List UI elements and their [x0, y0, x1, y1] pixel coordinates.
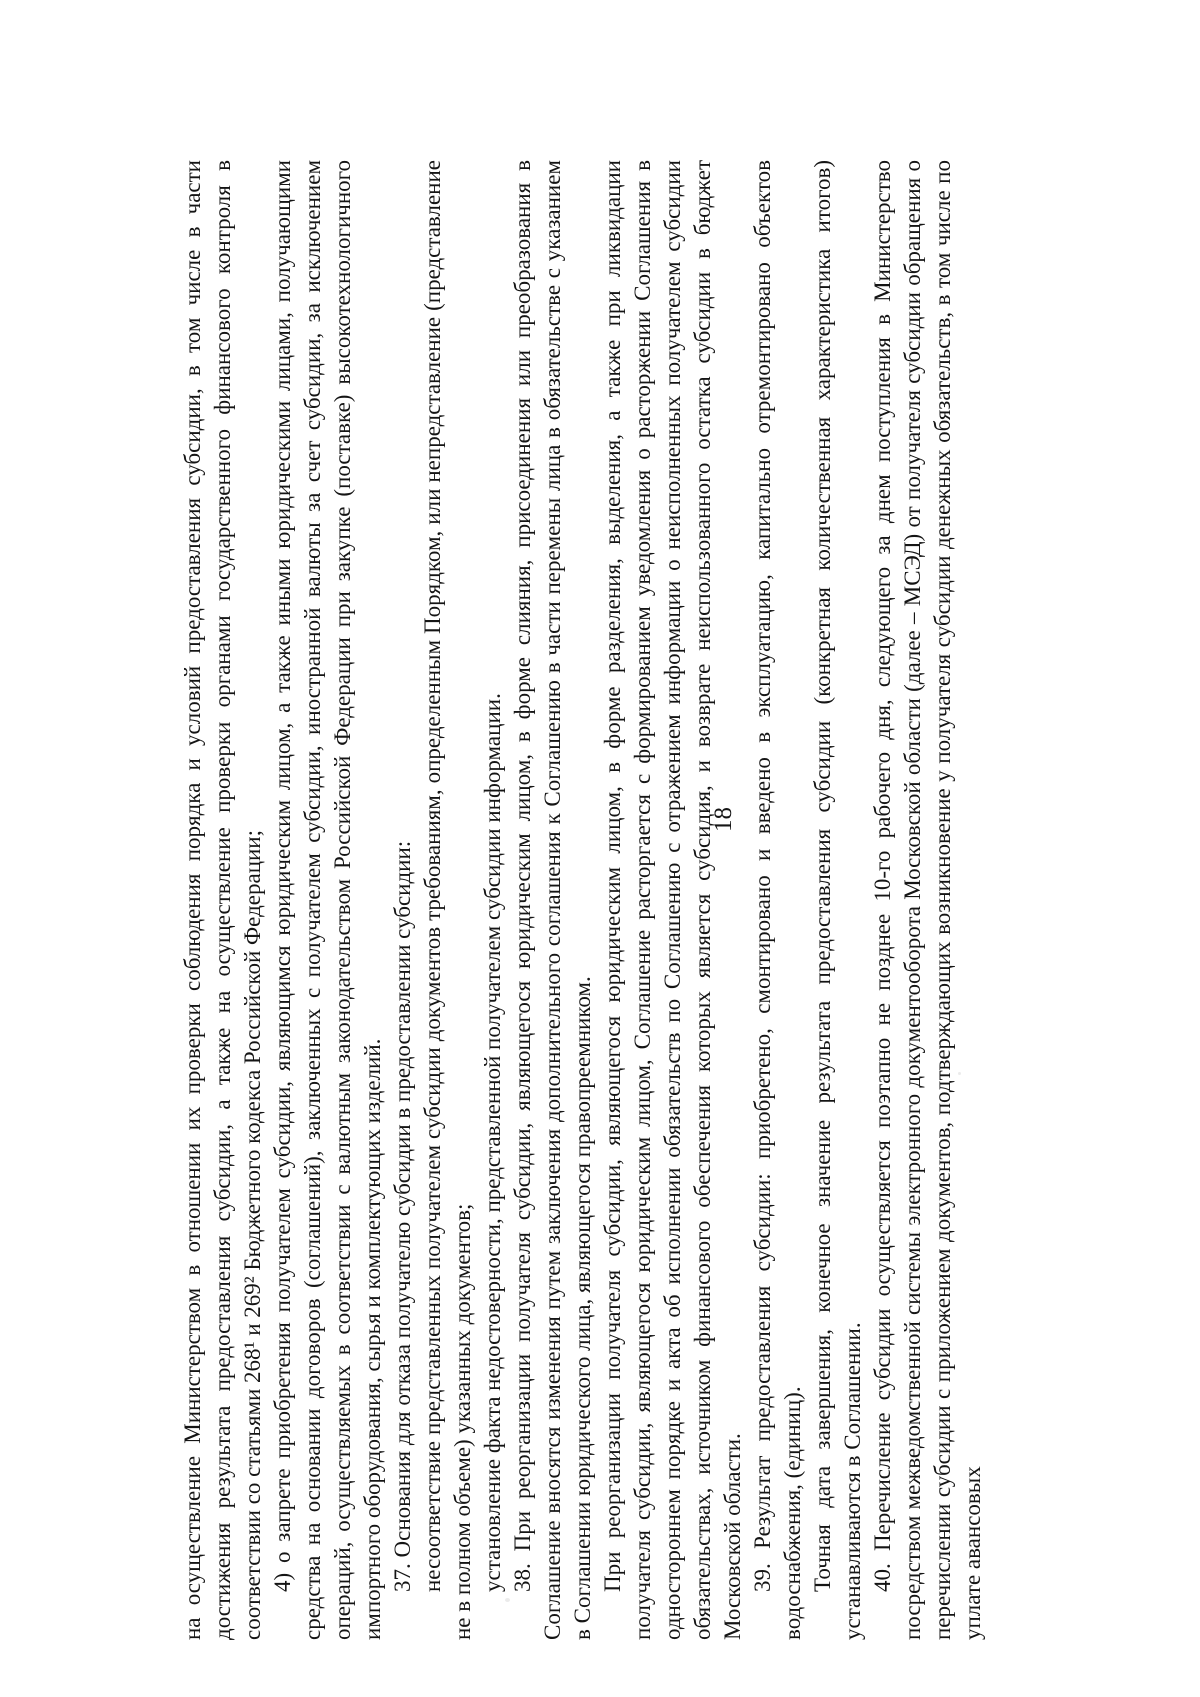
paragraph: 4) о запрете приобретения получателем субсидии, являющимся юридическим лицом, а также иными юридическими лицами, получающими средства на основании договоров (соглашений), заключенных с получателем субсидии, иностранной валюты за счет субсидии, за исключением операций, осуществляемых в соответствии с валютным законодательством Российской Федерации при закупке (поставке) высокотехнологичного импортного оборудования, сырья и комплектующих изделий.: [270, 160, 385, 1640]
paragraph: 39. Результат предоставления субсидии: приобретено, смонтировано и введено в эксплуатацию, капитально отремонтировано объектов водоснабжения, (единиц).: [750, 160, 805, 1640]
document-body: [178, 160, 988, 1640]
paragraph: на осуществление Министерством в отношении их проверки соблюдения порядка и условий предоставления субсидии, в том числе в части достижения результата предоставления субсидии, а также на осуществление проверки органами государственного финансового контроля в соответствии со статьями 268¹ и 269² Бюджетного кодекса Российской Федерации;: [180, 160, 265, 1640]
paragraph: 40. Перечисление субсидии осуществляется поэтапно не позднее 10-го рабочего дня, следующего за днем поступления в Министерство посредством межведомственной системы электронного документооборота Московской области (далее – МСЭД) от получателя субсидии обращения о перечислении субсидии с приложением документов, подтверждающих возникновение у получателя субсидии денежных обязательств, в том числе по уплате авансовых: [870, 160, 985, 1640]
paragraph: несоответствие представленных получателем субсидии документов требованиям, определенным Порядком, или непредставление (представление не в полном объеме) указанных документов;: [420, 160, 475, 1640]
paragraph: 38. При реорганизации получателя субсидии, являющегося юридическим лицом, в форме слияния, присоединения или преобразования в Соглашение вносятся изменения путем заключения дополнительного соглашения к Соглашению в части перемены лица в обязательстве с указанием в Соглашении юридического лица, являющегося правопреемником.: [510, 160, 595, 1640]
paragraph: 37. Основания для отказа получателю субсидии в предоставлении субсидии:: [390, 840, 415, 1592]
paragraph: При реорганизации получателя субсидии, являющегося юридическим лицом, в форме разделения, выделения, а также при ликвидации получателя субсидии, являющегося юридическим лицом, Соглашение расторгается с формированием уведомления о расторжении Соглашения в одностороннем порядке и акта об исполнении обязательств по Соглашению с отражением информации о неисполненных получателем субсидии обязательствах, источником финансового обеспечения которых является субсидия, и возврате неиспользованного остатка субсидии в бюджет Московской области.: [600, 160, 745, 1640]
page-number: 18: [710, 807, 737, 832]
paragraph: установление факта недостоверности, представленной получателем субсидии информации.: [480, 693, 505, 1592]
paragraph: Точная дата завершения, конечное значение результата предоставления субсидии (конкретная количественная характеристика итогов) устанавливаются в Соглашении.: [810, 160, 865, 1640]
